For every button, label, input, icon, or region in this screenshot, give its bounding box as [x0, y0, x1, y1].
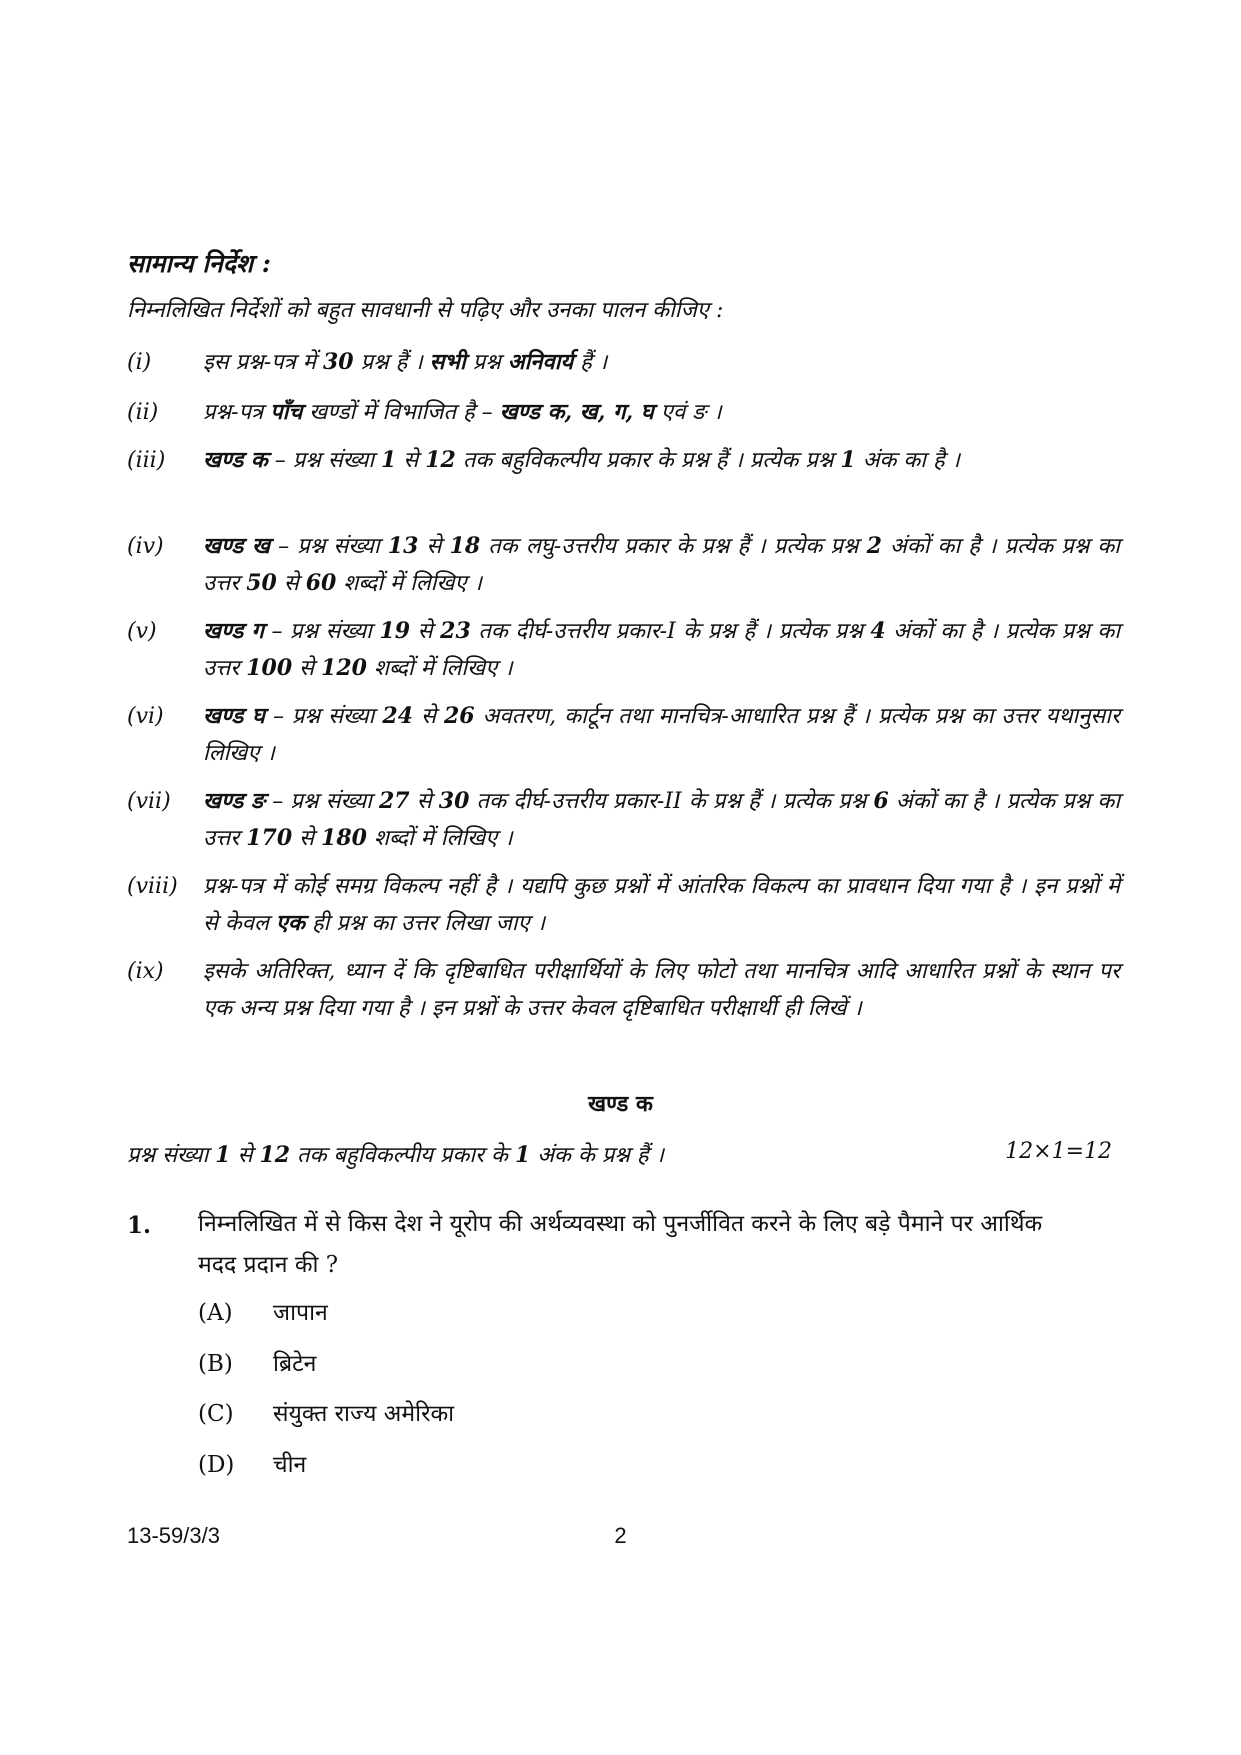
bold-text: 18 — [449, 533, 481, 559]
bold-text: 12 — [425, 447, 456, 473]
bold-text: 2 — [866, 533, 882, 559]
text-run: अंकों का है । प्रत्येक प्रश्न का उत्तर — [203, 789, 1121, 851]
instruction-item — [127, 442, 1120, 479]
bold-text: 30 — [438, 788, 470, 814]
text-run: से — [409, 789, 439, 814]
instruction-number: (i) — [127, 350, 152, 375]
instruction-number: (iii) — [127, 448, 166, 473]
bold-text: 19 — [379, 618, 411, 644]
instruction-item — [127, 528, 1120, 602]
bold-text: खण्ड क, ख, ग, घ — [499, 399, 654, 425]
text-run: प्रश्न-पत्र में कोई समग्र विकल्प नहीं है । यद्यपि कुछ प्रश्नों में आंतरिक विकल्प का प्रावधान दिया गया है । इन प्रश्नों में से केवल — [203, 874, 1120, 936]
bold-text: 6 — [873, 788, 889, 814]
bold-text: 60 — [305, 570, 337, 596]
text-run: से — [230, 1143, 260, 1168]
bold-text: 24 — [382, 703, 414, 729]
option-text: चीन — [273, 1452, 307, 1478]
instruction-text — [203, 868, 1120, 942]
text-run: तक लघु-उत्तरीय प्रकार के प्रश्न हैं । प्रत्येक प्रश्न — [480, 534, 867, 559]
bold-text: 27 — [378, 788, 410, 814]
text-run: तक बहुविकल्पीय प्रकार के प्रश्न हैं । प्रत्येक प्रश्न — [455, 448, 841, 473]
bold-text: 1 — [381, 447, 397, 473]
text-run: – प्रश्न संख्या — [263, 619, 380, 644]
text-run: से — [413, 704, 444, 729]
text-run: तक बहुविकल्पीय प्रकार के — [290, 1143, 515, 1168]
option-label: (B) — [198, 1351, 233, 1377]
instruction-text — [203, 953, 1120, 1027]
text-run: से — [418, 534, 450, 559]
text-run: इस प्रश्न-पत्र में — [203, 350, 323, 375]
text-run: प्रश्न हैं । — [353, 350, 430, 375]
text-run: एवं ङ । — [653, 400, 722, 425]
bold-text: खण्ड ङ — [203, 788, 266, 814]
option-text: संयुक्त राज्य अमेरिका — [273, 1401, 455, 1427]
instructions-heading: सामान्य निर्देश : — [127, 249, 271, 278]
text-run: – प्रश्न संख्या — [267, 448, 382, 473]
instruction-number: (ii) — [127, 400, 159, 425]
bold-text: 30 — [322, 349, 354, 375]
bold-text: 120 — [321, 655, 367, 681]
bold-text: 13 — [387, 533, 419, 559]
text-run: – प्रश्न संख्या — [270, 534, 388, 559]
instruction-item — [127, 698, 1120, 772]
text-run: से — [292, 826, 322, 851]
text-run: ही प्रश्न का उत्तर लिखा जाए । — [304, 911, 546, 936]
bold-text: खण्ड ख — [203, 533, 270, 559]
section-description-text — [127, 1143, 664, 1168]
bold-text: अनिवार्य — [507, 349, 574, 375]
instruction-item — [127, 783, 1120, 857]
text-run: हैं । — [573, 350, 608, 375]
bold-text: 26 — [444, 703, 475, 729]
text-run: प्रश्न-पत्र — [203, 400, 271, 425]
instruction-text — [203, 698, 1120, 772]
text-run: तक दीर्घ-उत्तरीय प्रकार-I के प्रश्न हैं । प्रत्येक प्रश्न — [470, 619, 871, 644]
bold-text: 170 — [246, 825, 293, 851]
text-run: अंक के प्रश्न हैं । — [530, 1143, 664, 1168]
instruction-number: (vi) — [127, 704, 164, 729]
text-run: इसके अतिरिक्त, ध्यान दें कि दृष्टिबाधित परीक्षार्थियों के लिए फोटो तथा मानचित्र आदि आधारित प्रश्नों के स्थान पर एक अन्य प्रश्न दिया गया है । इन प्रश्नों के उत्तर केवल दृष्टिबाधित परीक्षार्थी ही लिखें । — [203, 959, 1120, 1021]
bold-text: 1 — [840, 447, 856, 473]
instruction-item — [127, 613, 1120, 687]
instruction-number: (viii) — [127, 874, 178, 899]
option-label: (C) — [198, 1401, 234, 1427]
bold-text: पाँच — [270, 399, 303, 425]
instruction-item — [127, 394, 1120, 431]
instruction-text — [203, 344, 1120, 381]
instruction-item — [127, 344, 1120, 381]
bold-text: सभी — [429, 349, 466, 375]
option-label: (D) — [198, 1452, 235, 1478]
answer-option-c — [198, 1396, 454, 1428]
text-run: अवतरण, कार्टून तथा मानचित्र-आधारित प्रश्न हैं । प्रत्येक प्रश्न का उत्तर यथानुसार लिखिए । — [203, 704, 1120, 766]
bold-text: 180 — [321, 825, 367, 851]
bold-text: 50 — [246, 570, 277, 596]
bold-text: 1 — [215, 1142, 231, 1168]
instruction-text — [203, 613, 1120, 687]
text-run: – प्रश्न संख्या — [264, 704, 383, 729]
question-text: निम्नलिखित में से किस देश ने यूरोप की अर्थव्यवस्था को पुनर्जीवित करने के लिए बड़े पैमाने पर आर्थिक मदद प्रदान की ? — [198, 1211, 1043, 1278]
text-run: शब्दों में लिखिए । — [336, 571, 482, 596]
bold-text: खण्ड ग — [203, 618, 264, 644]
text-run: अंक का है । — [855, 448, 960, 473]
instruction-item — [127, 868, 1120, 942]
option-label: (A) — [198, 1300, 233, 1326]
instruction-item — [127, 953, 1120, 1027]
paper-code: 13-59/3/3 — [127, 1523, 220, 1548]
bold-text: खण्ड क — [203, 447, 268, 473]
page-number: 2 — [614, 1523, 627, 1548]
section-title: खण्ड क — [588, 1091, 653, 1117]
text-run: – प्रश्न संख्या — [265, 789, 379, 814]
text-run: अंकों का है । प्रत्येक प्रश्न का उत्तर — [203, 534, 1120, 596]
bold-text: 1 — [514, 1142, 531, 1168]
text-run: खण्डों में विभाजित है – — [302, 400, 500, 425]
section-description — [127, 1139, 1120, 1169]
question-number: 1. — [127, 1212, 152, 1239]
text-run: से — [410, 619, 441, 644]
instruction-number: (iv) — [127, 534, 164, 559]
instruction-number: (ix) — [127, 959, 164, 984]
text-run: अंकों का है । प्रत्येक प्रश्न का उत्तर — [203, 619, 1121, 681]
text-run: प्रश्न — [465, 350, 508, 375]
instruction-text — [203, 528, 1120, 602]
bold-text: खण्ड घ — [203, 703, 265, 729]
instruction-number: (v) — [127, 619, 157, 644]
bold-text: 12 — [259, 1142, 291, 1168]
text-run: से — [396, 448, 426, 473]
instruction-text — [203, 442, 1120, 479]
text-run: से — [276, 571, 306, 596]
bold-text: 4 — [870, 618, 886, 644]
option-text: जापान — [273, 1300, 328, 1326]
bold-text: एक — [275, 910, 305, 936]
instruction-text — [203, 394, 1120, 431]
answer-option-b — [198, 1346, 316, 1378]
section-marks: 12×1=12 — [1005, 1139, 1112, 1164]
bold-text: 100 — [246, 655, 293, 681]
text-run: तक दीर्घ-उत्तरीय प्रकार-II के प्रश्न हैं । प्रत्येक प्रश्न — [469, 789, 874, 814]
bold-text: 23 — [440, 618, 471, 644]
instruction-text — [203, 783, 1120, 857]
text-run: शब्दों में लिखिए । — [366, 826, 513, 851]
option-text: ब्रिटेन — [273, 1351, 317, 1377]
answer-option-a — [198, 1295, 328, 1327]
instructions-intro: निम्नलिखित निर्देशों को बहुत सावधानी से पढ़िए और उनका पालन कीजिए : — [127, 298, 724, 323]
text-run: शब्दों में लिखिए । — [366, 656, 513, 681]
answer-option-d — [198, 1447, 306, 1479]
text-run: प्रश्न संख्या — [127, 1143, 216, 1168]
text-run: से — [292, 656, 322, 681]
instruction-number: (vii) — [127, 789, 171, 814]
